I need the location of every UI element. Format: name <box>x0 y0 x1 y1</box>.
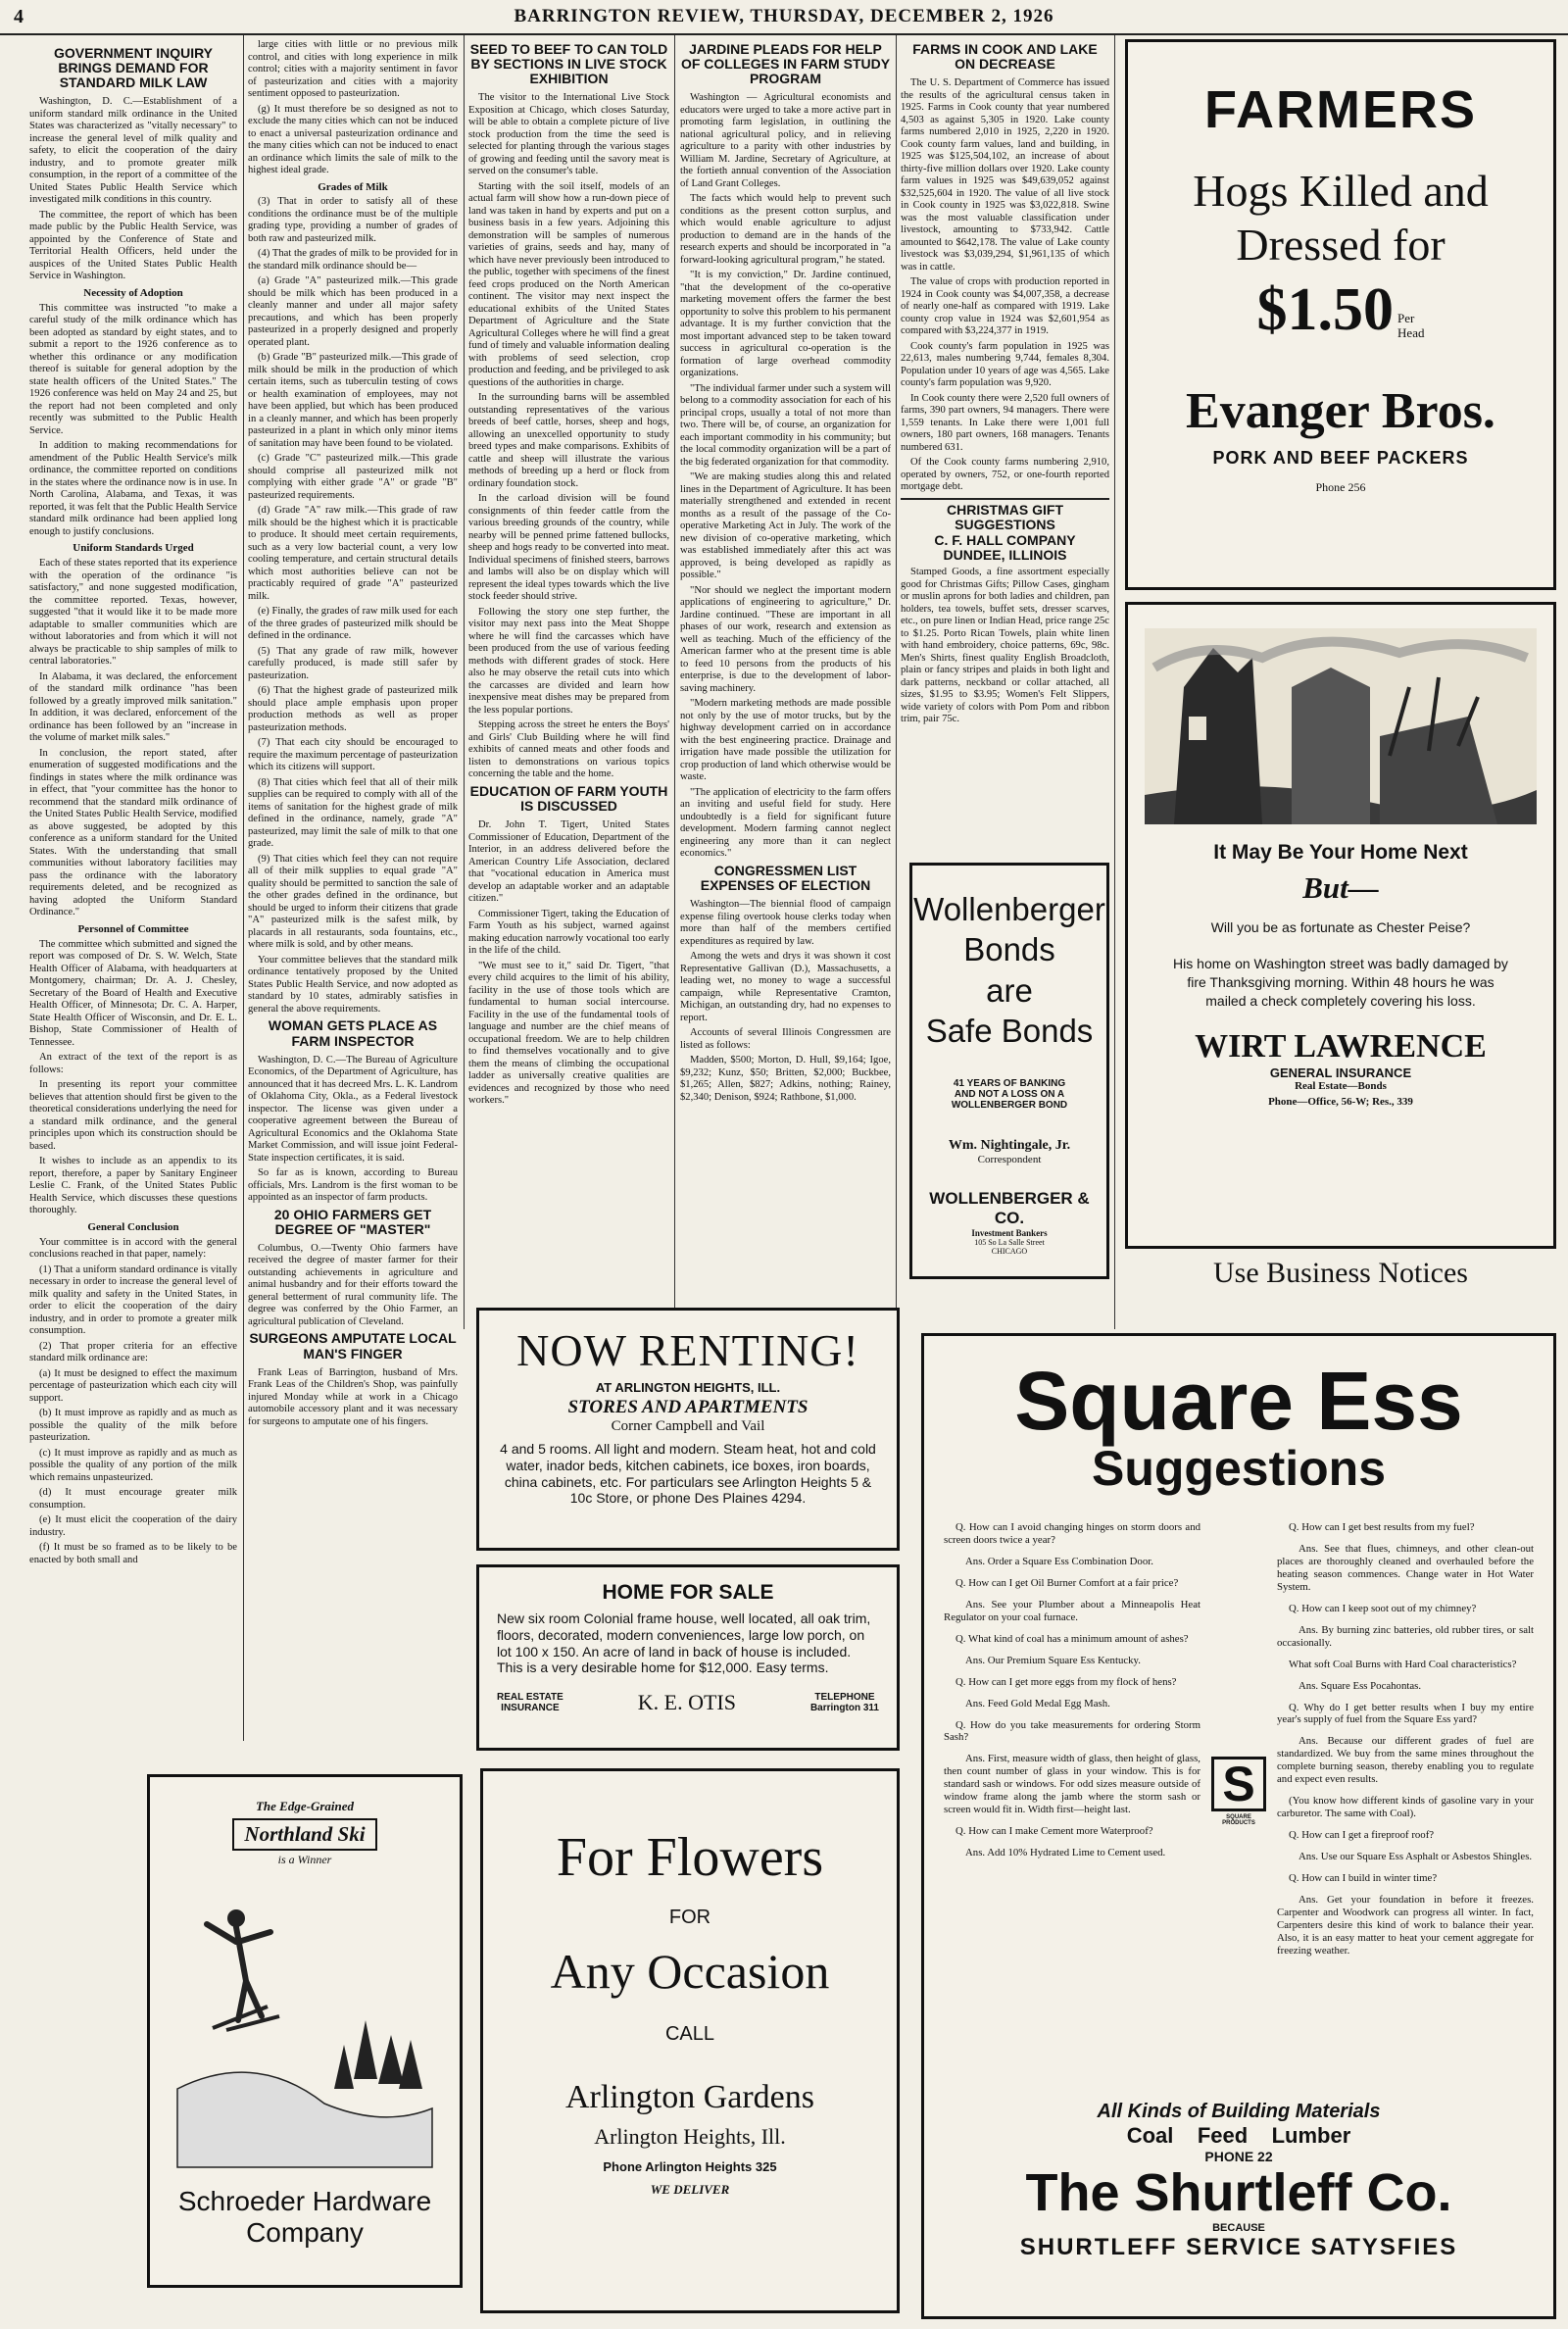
column-farms-cook-lake <box>901 39 1109 882</box>
ad-northland-ski <box>147 1774 463 2288</box>
article-paragraph: (3) That in order to satisfy all of these conditions the ordinance must be of the multiple grading type, providing a number of grades of both raw and pasteurized milk. <box>248 196 458 244</box>
ad-farmers-phone: Phone 256 <box>1315 480 1366 495</box>
article-paragraph: (9) That cities which feel they can not require all of their milk supplies to equal grade "A" quality should be permitted to sanction the sale of the other grades defined in the ordinance, but should be urged to inform their citizens that grade "A" pasteurized milk is the safest milk, by placards in all restaurants, soda fountains, etc., where milk is sold, and by other means. <box>248 853 458 951</box>
article-paragraph: In Cook county there were 2,520 full owners of farms, 390 part owners, 94 managers. There were 1,559 tenants. In Lake there were 1,001 full owners, 180 part owners, 168 managers. Tenants numbered 631. <box>901 392 1109 453</box>
headline-christmas-gift: CHRISTMAS GIFT SUGGESTIONS <box>947 501 1063 532</box>
article-paragraph: "Nor should we neglect the important modern applications of engineering to agriculture," Dr. Jardine continued. "These are important in all phases of our work, research and extension as well as teaching. Much of the efficiency of the American farmer who at the present time is able to feed 10 persons from the products of his enterprise, is due to the development of labor-saving machinery. <box>680 584 891 694</box>
article-paragraph: (e) Finally, the grades of raw milk used for each of the three grades of pasteurized milk should be defined in the ordinance. <box>248 606 458 642</box>
qa-question: Q. How can I build in winter time? <box>1289 1872 1438 1885</box>
article-paragraph: In Alabama, it was declared, the enforcement of the standard milk ordinance "has been followed by a greatly improved milk sanitation." In addition, it was declared, enforcement of the ordinance has been followed by an "increase in the volume of market milk sales." <box>29 670 237 744</box>
ad-farmers-line: Dressed for <box>1236 220 1446 271</box>
store-city: DUNDEE, ILLINOIS <box>943 547 1067 564</box>
column-jardine <box>680 39 891 1333</box>
subheading: Uniform Standards Urged <box>73 542 194 555</box>
article-paragraph: (b) It must improve as rapidly and as much as possible the quality of the milk before pasteurization. <box>29 1408 237 1444</box>
article-paragraph: Each of these states reported that its experience with the operation of the ordinance "is satisfactory," and none suggested modification, the committee reported. Texas, however, suggested "that it would like it to be made more adaptable to smaller communities which are without laboratories and from which it will not always be practicable to ship samples of milk to central laboratories." <box>29 558 237 668</box>
square-ess-phone: PHONE 22 <box>1204 2149 1273 2164</box>
ad-woll-line: are <box>986 971 1033 1009</box>
qa-answer: Ans. First, measure width of glass, then height of glass, then count number of glass in your window. This is for standard sash or windows. For odd sizes measure outside of window frame along the jamb where the storm sash or screen would fit in. Width first—height last. <box>944 1753 1200 1816</box>
ad-woll-logo: WOLLENBERGER & CO. <box>929 1189 1090 1227</box>
qa-answer: Ans. Because our different grades of fuel are standardized. We buy from the same mines throughout the complete burning season, thereby enabling you to regulate and expect even results. <box>1277 1735 1534 1786</box>
article-paragraph: (a) Grade "A" pasteurized milk.—This grade should be milk which has been produced in a cleanly manner and under all major safety precautions, and which has been properly pasteurized in a properly designed and properly operated plant. <box>248 275 458 348</box>
subheading: Personnel of Committee <box>77 922 189 935</box>
article-paragraph: Of the Cook county farms numbering 2,910, operated by owners, 752, or one-fourth reported mortgage debt. <box>901 457 1109 493</box>
article-paragraph: (d) Grade "A" raw milk.—This grade of raw milk should be the highest which it is practicable to produce. It should meet certain requirements, such as a very low bacterial count, a very low cooling temperature, and certain structural details which most authorities believe can not be practicably required of grade "A" pasteurized milk. <box>248 505 458 602</box>
qa-question: Q. How can I keep soot out of my chimney? <box>1289 1602 1477 1614</box>
ad-wirt-question: Will you be as fortunate as Chester Peise? <box>1210 919 1471 935</box>
masthead <box>0 0 1568 35</box>
ad-flowers-phone: Phone Arlington Heights 325 <box>603 2159 777 2174</box>
burning-house-illustration <box>1145 628 1537 824</box>
ad-wirt-lawrence <box>1125 602 1556 1249</box>
column-rule <box>464 35 465 1329</box>
ad-flowers-name: Arlington Gardens <box>564 2079 814 2115</box>
ad-square-ess <box>921 1333 1556 2319</box>
article-paragraph: It wishes to include as an appendix to its report, therefore, a paper by Sanitary Engineer Leslie C. Frank, of the United States Public Health Service, which discusses these questions thoroughly. <box>29 1156 237 1216</box>
ad-woll-line: Bonds <box>963 931 1055 968</box>
ad-wirt-but: But— <box>1302 870 1379 905</box>
article-paragraph: (f) It must be so framed as to be likely to be enacted by both small and <box>29 1542 237 1565</box>
subheading: Necessity of Adoption <box>83 286 183 299</box>
article-paragraph: The committee, the report of which has been made public by the Public Health Service, was appointed by the Conference of State and Territorial Health Officers, held under the auspices of the United States Public Health Service in Washington. <box>29 209 237 282</box>
ad-arlington-gardens <box>480 1768 900 2313</box>
article-paragraph: Your committee believes that the standard milk ordinance tentatively proposed by the United States Public Health Service, and now adopted as standard by 10 states, admirably satisfies in general the above requirements. <box>248 954 458 1015</box>
article-paragraph: (5) That any grade of raw milk, however carefully produced, is made still safer by pasteurization. <box>248 645 458 681</box>
article-paragraph: So far as is known, according to Bureau officials, Mrs. Landrom is the first woman to be appointed as an inspector of farm products. <box>248 1167 458 1204</box>
ad-renting-location: AT ARLINGTON HEIGHTS, ILL. <box>595 1380 781 1395</box>
article-paragraph: Columbus, O.—Twenty Ohio farmers have received the degree of master farmer for their outstanding achievements in agriculture and animal husbandry and for their efforts toward the general betterment of rural community life. The degree was conferred by the Ohio Farmer, an agricultural publication of Cleveland. <box>248 1242 458 1327</box>
qa-question: What soft Coal Burns with Hard Coal characteristics? <box>1289 1658 1517 1670</box>
column-rule <box>1114 35 1115 1329</box>
ad-woll-line: Wollenberger <box>913 891 1105 927</box>
ad-sale-body: New six room Colonial frame house, well located, all oak trim, floors, decorated, modern conveniences, large low porch, on lot 100 x 150. An acre of land in back of house is included. This is a very desirable home for $12,000. Easy terms. <box>497 1610 871 1676</box>
ad-flowers-call: CALL <box>664 2023 715 2045</box>
headline-woman-inspector: WOMAN GETS PLACE AS FARM INSPECTOR <box>268 1017 438 1049</box>
ad-wirt-sub: GENERAL INSURANCE <box>1269 1065 1412 1080</box>
headline-farm-youth: EDUCATION OF FARM YOUTH IS DISCUSSED <box>469 782 668 814</box>
article-paragraph: (d) It must encourage greater milk consumption. <box>29 1487 237 1511</box>
article-paragraph: (c) Grade "C" pasteurized milk.—This grade should comprise all pasteurized milk not complying with either grade "A" or grade "B" pasteurized requirements. <box>248 453 458 501</box>
ad-woll-tag: 41 YEARS OF BANKING <box>953 1078 1066 1089</box>
article-paragraph: Stepping across the street he enters the Boys' and Girls' Club Building where he will find exhibits of canned meats and other foods and listen to demonstrations on various topics concerning the table and the home. <box>468 719 669 780</box>
qa-right-column <box>1277 1521 1534 1966</box>
ad-wollenberger <box>909 863 1109 1279</box>
column-rule <box>896 35 897 1329</box>
column-milk-law <box>29 43 237 1788</box>
qa-question: Q. How can I make Cement more Waterproof? <box>956 1825 1153 1838</box>
qa-answer: Ans. Use our Square Ess Asphalt or Asbestos Shingles. <box>1298 1851 1533 1863</box>
article-paragraph: "Modern marketing methods are made possible not only by the use of motor trucks, but by the highway development carried on in accordance with the best engineering practice. Drainage and irrigation have made possible the utilization for crop production of land which otherwise would be waste. <box>680 698 891 783</box>
article-paragraph: Madden, $500; Morton, D. Hull, $9,164; Igoe, $9,232; Kunz, $50; Britten, $2,000; Buckbee, $1,265; Allen, $827; Adkins, nothing; Rainey, $2,340; Denison, $924; Rathbone, $1,000. <box>680 1055 891 1103</box>
ad-sale-name: K. E. OTIS <box>637 1690 736 1715</box>
qa-answer: Ans. See your Plumber about a Minneapolis Heat Regulator on your coal furnace. <box>944 1598 1200 1623</box>
ad-woll-logo-sub: Investment Bankers <box>971 1228 1048 1238</box>
article-paragraph: An extract of the text of the report is as follows: <box>29 1052 237 1075</box>
ad-renting-sub: STORES AND APARTMENTS <box>567 1397 808 1417</box>
ad-farmers-per: Per <box>1397 311 1415 326</box>
article-paragraph: (4) That the grades of milk to be provided for in the standard milk ordinance should be— <box>248 248 458 272</box>
use-business-notices: Use Business Notices <box>1213 1257 1468 1289</box>
article-paragraph: Washington, D. C.—The Bureau of Agriculture Economics, of the Department of Agriculture, has announced that it has decreed Mrs. L. K. Landrom of Oklahoma City, Okla., as a Federal livestock inspector. The license was given under a cooperative agreement between the Bureau of Agricultural Economics and the Oklahoma State Market Commission, and will issue joint Federal-State inspection certificates, it is said. <box>248 1054 458 1164</box>
ad-sale-left: REAL ESTATE <box>497 1692 564 1704</box>
qa-question: Q. How can I get best results from my fuel? <box>1289 1521 1475 1533</box>
article-paragraph: Stamped Goods, a fine assortment especially good for Christmas Gifts; Pillow Cases, gingham or muslin aprons for both ladies and children, pan holders, tea towels, buffet sets, dresser scarves, etc., on pure linen or Indian Head, price range 25c to $1.25. Porto Rican Towels, plain white linen with hand embroidery, choice patterns, 69c, 98c. Men's Shirts, finest quality English Broadcloth, plain or fancy stripes and plaids in both light and dark patterns, neckband or collar attached, all sizes, $1.95 to $3.95; Women's Felt Slippers, wide variety of colors with Pom Pom and ribbon trim, pair 75c. <box>901 567 1109 725</box>
ad-flowers-for: FOR <box>668 1907 711 1928</box>
article-paragraph: "We are making studies along this and related lines in the Department of Agriculture. It has been materially strengthened and extended in recent months as a result of the passage of the Co-operative Marketing Act in July. The work of the new division of co-operative marketing, which was established immediately after this act was approved, is being developed as rapidly as possible." <box>680 471 891 581</box>
article-paragraph: Commissioner Tigert, taking the Education of Farm Youth as his subject, warned against making education narrowly vocational too early in the life of the child. <box>468 908 669 957</box>
because-label: BECAUSE <box>1212 2222 1265 2235</box>
article-paragraph: Accounts of several Illinois Congressmen are listed as follows: <box>680 1027 891 1051</box>
ad-now-renting <box>476 1308 900 1551</box>
article-paragraph: Cook county's farm population in 1925 was 22,613, males numbering 9,744, females 8,304. Population under 10 years of age was 4,565. Lake county's farm population was 9,920. <box>901 340 1109 389</box>
qa-answer: Ans. See that flues, chimneys, and other clean-out places are thoroughly cleaned and overhauled before the heating season commences. Change water in Hot Water System. <box>1277 1542 1534 1593</box>
article-paragraph: "We must see to it," said Dr. Tigert, "that every child acquires to the limit of his ability, facility in the use of those tools which are fundamental to human social intercourse. Facility in the use of the fundamental tools of language and number are the chief means of occupational freedom. We are to help children to find themselves vocationally and to give them the means of climbing the occupational ladder as universally creative qualities are evidences and recognized by those who need workers." <box>468 960 669 1107</box>
headline-jardine: JARDINE PLEADS FOR HELP OF COLLEGES IN FARM STUDY PROGRAM <box>680 41 891 87</box>
coal-feed-lumber: Coal Feed Lumber <box>1126 2123 1351 2148</box>
shurtleff-company: The Shurtleff Co. <box>1025 2163 1452 2222</box>
ad-farmers-tag: PORK AND BEEF PACKERS <box>1212 448 1469 469</box>
subheading: Grades of Milk <box>318 180 388 193</box>
headline-seed-to-beef: SEED TO BEEF TO CAN TOLD BY SECTIONS IN LIVE STOCK EXHIBITION <box>469 41 668 87</box>
ad-ski-tag: The Edge-Grained <box>255 1799 355 1813</box>
article-paragraph: Your committee is in accord with the general conclusions reached in that paper, namely: <box>29 1236 237 1261</box>
ad-ski-sub: is a Winner <box>277 1853 332 1866</box>
article-paragraph: The committee which submitted and signed the report was composed of Dr. S. W. Welch, State Health Officer of Alabama, with headquarters at Montgomery, chairman; Dr. A. J. Chesley, Secretary of the Board of Health and Executive Health Officer, of Minnesota; Dr. C. A. Harper, State Health Officer of Wisconsin, and Dr. E. L. Bishop, State Commissioner of Health of Tennessee. <box>29 938 237 1048</box>
article-paragraph: Frank Leas of Barrington, husband of Mrs. Frank Leas of the Children's Shop, was painfully injured Monday while at work in a Chicago automobile accessory plant and it was necessary for surgeons to amputate one of his fingers. <box>248 1366 458 1427</box>
ad-woll-tag: WOLLENBERGER BOND <box>951 1100 1068 1111</box>
article-paragraph: The U. S. Department of Commerce has issued the results of the agricultural census taken in 1925. Farms in Cook county that year numbered 4,503 as against 5,305 in 1920. Lake county farms numbered 2,010 in 1925, 2,220 in 1920. Cook county farm values, land and building, in 1925 was $125,504,102, an increase of about thirty-five million dollars over 1920. Lake county farm values in 1925 was $49,639,052 against $32,525,604 in 1920. The value of all live stock in Cook county in 1925 was $3,022,818. Swine was the most valuable classification under livestock, amounting to $733,942. Cattle amounted to $642,178. The value of Lake county livestock was $3,039,294, $1,961,135 of which was in cattle. <box>901 77 1109 273</box>
ad-wirt-sub2: Real Estate—Bonds <box>1295 1079 1387 1092</box>
ad-home-for-sale <box>476 1564 900 1751</box>
article-paragraph: (a) It must be designed to effect the maximum percentage of pasteurization which each city will support. <box>29 1367 237 1404</box>
qa-question: Q. What kind of coal has a minimum amount of ashes? <box>956 1632 1189 1645</box>
ad-wirt-headline: It May Be Your Home Next <box>1213 841 1468 864</box>
article-paragraph: (c) It must improve as rapidly and as much as possible the quality of any portion of the milk which remains unpasteurized. <box>29 1447 237 1483</box>
qa-answer: Ans. Square Ess Pocahontas. <box>1298 1679 1422 1692</box>
qa-answer: Ans. Feed Gold Medal Egg Mash. <box>965 1697 1110 1710</box>
ad-ski-store: Schroeder Hardware <box>177 2186 432 2216</box>
ski-jumper-illustration <box>177 1873 432 2167</box>
qa-question: Q. How do you take measurements for ordering Storm Sash? <box>944 1718 1200 1744</box>
article-paragraph: (g) It must therefore be so designed as not to exclude the many cities which can not be induced to enact a universal pasteurization ordinance and the many cities which can not be induced to enact an ordinance which limits the sale of milk to the highest ideal grade. <box>248 103 458 175</box>
qa-note: (You know how different kinds of gasoline vary in your carburetor. The same with Coal). <box>1277 1795 1534 1820</box>
headline-milk-law: GOVERNMENT INQUIRY BRINGS DEMAND FOR STANDARD MILK LAW <box>53 45 214 91</box>
ad-farmers-name: Evanger Bros. <box>1186 383 1495 440</box>
qa-question: Q. How can I get Oil Burner Comfort at a fair price? <box>956 1576 1179 1589</box>
ad-sale-left: INSURANCE <box>501 1703 560 1714</box>
article-paragraph: The facts which would help to prevent such conditions as the present cotton surplus, and which would enable agriculture to adjust production to demand are in the hands of the research experts and should be incorporated in "a forward-looking agricultural program," he stated. <box>680 193 891 266</box>
qa-answer: Ans. Order a Square Ess Combination Door. <box>965 1555 1153 1567</box>
ad-wirt-name: WIRT LAWRENCE <box>1195 1027 1487 1065</box>
article-paragraph: "It is my conviction," Dr. Jardine continued, "that the development of the co-operative marketing movement offers the farmer the best opportunity to solve this problem to his permanent advantage. It is my further conviction that the most important advanced step to be taken toward success in agricultural co-operation is the formation of large overhead commodity organizations. <box>680 270 891 379</box>
ad-farmers-line: Hogs Killed and <box>1193 166 1489 216</box>
article-paragraph: "The individual farmer under such a system will belong to a commodity association for each of his principal crops, usually a total of not more than two. There will be, of course, an organization for each important commodity in his community; but the local commodity organization will be a part of the big federated organization for that commodity. <box>680 382 891 468</box>
article-paragraph: (2) That proper criteria for an effective standard milk ordinance are: <box>29 1340 237 1364</box>
qa-answer: Ans. By burning zinc batteries, old rubber tires, or salt occasionally. <box>1277 1623 1534 1649</box>
headline-congressmen: CONGRESSMEN LIST EXPENSES OF ELECTION <box>700 862 871 893</box>
building-materials: All Kinds of Building Materials <box>1097 2101 1381 2122</box>
article-paragraph: In addition to making recommendations for amendment of the Public Health Service's milk ordinance, the committee reported on conditions in the states where the ordinance now is in use. In North Carolina, Alabama, and Texas, it was reported, it was felt that the Public Health Service standard milk ordinance had been applied long enough to justify conclusions. <box>29 440 237 537</box>
headline-surgeons: SURGEONS AMPUTATE LOCAL MAN'S FINGER <box>249 1330 457 1362</box>
article-paragraph: (8) That cities which feel that all of their milk supplies can be required to comply with all of the items of sanitation for the highest grade of milk defined in the ordinance, namely, grade "A" pasteurized, may limit the sale of milk to that one grade. <box>248 776 458 850</box>
square-ess-logo <box>1211 1521 1266 1966</box>
article-paragraph: This committee was instructed "to make a careful study of the milk ordinance which has been adopted as standard by eight states, and to submit a report to the 1926 conference as to whether this ordinance or any modification thereof is suitable for general adoption by the state health officers of the United States." The 1926 conference was held on May 24 and 25, but the report had not been completed and only recently was submitted to the Public Health Service. <box>29 302 237 436</box>
article-paragraph: Starting with the soil itself, models of an actual farm will show how a run-down piece of land was taken in hand by experts and put on a business basis in a few years. Adjoining this demonstration will be samples of numerous varieties of grains, seeds and hay, many of which have never previously been introduced to the public, together with specimens of the finest feed crops produced on the North American continent. The visitor may next inspect the educational exhibits of the United States Department of Agriculture and the State Agricultural Colleges where he will find a great fund of timely and valuable information dealing with problems of seed selection, crop production and feeding, and be privileged to ask questions of the authorities in charge. <box>468 180 669 388</box>
ad-sale-right: TELEPHONE <box>814 1692 875 1704</box>
ad-renting-address: Corner Campbell and Vail <box>611 1418 765 1434</box>
article-paragraph: Washington, D. C.—Establishment of a uniform standard milk ordinance in the United States was characterized as "vitally necessary" to increase the general level of milk quality and safety, to elicit the cooperation of the dairy industry, and to promote greater milk consumption, in the report of a committee of the United States Public Health Service which investigated milk conditions in this country. <box>29 96 237 206</box>
ad-woll-role: Correspondent <box>977 1154 1042 1165</box>
article-paragraph: The value of crops with production reported in 1924 in Cook county was $4,007,358, a decrease of nearly one-half as compared with 1919. Lake county crop value in 1924 was $2,601,954 as compared with $3,224,377 in 1919. <box>901 276 1109 337</box>
ad-ski-brand: Northland Ski <box>232 1818 376 1851</box>
article-paragraph: (b) Grade "B" pasteurized milk.—This grade of milk should be milk in the production of which certain items, such as tuberculin testing of cows or health examination of employees, may not have been applied, but which has been produced in a cleanly manner, and which has been properly pasteurized in a plant in which only minor items of sanitation may have been found to be violated. <box>248 352 458 449</box>
article-paragraph: (7) That each city should be encouraged to require the maximum percentage of pasteurization which its citizens will support. <box>248 737 458 773</box>
ad-renting-body: 4 and 5 rooms. All light and modern. Steam heat, hot and cold water, inador beds, kitchen cabinets, ice boxes, iron boards, china cabinets, etc. For particulars see Arlington Heights 5 & 10c Store, or phone Des Plaines 4294. <box>500 1441 876 1507</box>
qa-question: Q. How can I get more eggs from my flock of hens? <box>956 1675 1177 1688</box>
ad-woll-line: Safe Bonds <box>925 1012 1094 1049</box>
ad-square-ess-title: Square Ess <box>1014 1355 1463 1447</box>
ad-woll-rep: Wm. Nightingale, Jr. <box>948 1138 1071 1153</box>
qa-left-column <box>944 1521 1200 1966</box>
article-paragraph: In conclusion, the report stated, after enumeration of suggested modifications and the findings in states where the milk ordinance was in effect, that "your committee has the honor to recommend that the standard milk ordinance of the United States Public Health Service, modified as above suggested, be adopted by this conference as a uniform standard for the United States. With the understanding that small communities without laboratory facilities may pass the ordinance with the laboratory requirements deleted, and be recognized as having adopted the Uniform Standard Ordinance." <box>29 747 237 918</box>
subheading: General Conclusion <box>87 1220 179 1233</box>
qa-answer: Ans. Get your foundation in before it freezes. Carpenter and Woodwork can progress all winter. In fact, Carpenters desire this kind of work to balance their year. Also, it is an easy matter to heat your cement aggregate for freezing weather. <box>1277 1894 1534 1957</box>
store-name: C. F. HALL COMPANY <box>934 531 1076 548</box>
ad-woll-tag: AND NOT A LOSS ON A <box>954 1089 1065 1100</box>
ad-square-ess-suggestions: Suggestions <box>1091 1441 1387 1496</box>
ad-flowers-deliver: WE DELIVER <box>650 2182 730 2197</box>
ad-sale-right: Barrington 311 <box>809 1703 879 1714</box>
article-paragraph: The visitor to the International Live Stock Exposition at Chicago, which closes Saturday, will be able to obtain a complete picture of live stock production from the time the seed is selected for planting through the various stages of growing and feeding until the savory meat is served on the consumer's table. <box>468 92 669 177</box>
article-paragraph: Dr. John T. Tigert, United States Commissioner of Education, Department of the Interior, in an address delivered before the American Country Life Association, declared that "vocational education in America must develop an adaptable worker and an adaptable citizen." <box>468 819 669 905</box>
ad-ski-store2: Company <box>246 2217 364 2248</box>
article-paragraph: In the carload division will be found consignments of thin feeder cattle from the various breeding grounds of the country, while nearby will be penned prime fattened bullocks, sheep and hogs ready to be converted into meat. Individual specimens of finished steers, barrows and lambs will also be on display which will represent the ideal types towards which the live stock feeder should strive. <box>468 493 669 603</box>
ad-evanger-bros <box>1125 39 1556 590</box>
ad-wirt-phone: Phone—Office, 56-W; Res., 339 <box>1268 1095 1413 1108</box>
article-paragraph: Washington — Agricultural economists and educators were urged to take a more active part in promoting farm legislation, in outlining the national agricultural policy, and in relieving agriculture to a parity with other industries by William M. Jardine, Secretary of Agriculture, at the fortieth annual convention of the Association of Land Grant Colleges. <box>680 92 891 189</box>
ad-sale-title: HOME FOR SALE <box>602 1581 774 1604</box>
s-logo-icon: S <box>1211 1757 1266 1811</box>
column-seed-to-beef <box>468 39 669 1333</box>
article-paragraph: (1) That a uniform standard ordinance is vitally necessary in order to increase the general level of milk quality and safety in the United States, in order to elicit the cooperation of the dairy industry, and in order to promote a greater milk consumption. <box>29 1264 237 1337</box>
article-paragraph: (6) That the highest grade of pasteurized milk should place ample emphasis upon proper production methods as well as proper pasteurization methods. <box>248 685 458 733</box>
article-paragraph: In presenting its report your committee believes that attention should first be given to the theoretical considerations underlying the need for a standard milk ordinance, and the general principles upon which its construction should be based. <box>29 1079 237 1152</box>
headline-ohio-farmers: 20 OHIO FARMERS GET DEGREE OF "MASTER" <box>273 1206 432 1237</box>
article-paragraph: large cities with little or no previous milk control, and cities with long experience in milk control; cities with a majority sentiment in favor of pasteurization and cities with a majority sentiment opposed to pasteurization. <box>248 39 458 99</box>
ad-wirt-body: His home on Washington street was badly damaged by fire Thanksgiving morning. Within 48 hours he was mailed a check completely covering his loss. <box>1173 956 1508 1009</box>
ad-woll-logo-sub: CHICAGO <box>991 1247 1028 1256</box>
article-paragraph: In the surrounding barns will be assembled outstanding representatives of the various breeds of beef cattle, horses, sheep and hogs, allowing an unexcelled opportunity to study breed types and make comparisons. Exhibits of cattle and sheep will illustrate the various methods of breeding up a herd or flock from ordinary foundation stock. <box>468 392 669 489</box>
ad-renting-title: NOW RENTING! <box>516 1325 859 1375</box>
qa-question: Q. How can I get a fireproof roof? <box>1289 1829 1435 1842</box>
ad-flowers-line: For Flowers <box>556 1827 824 1888</box>
qa-question: Q. Why do I get better results when I buy my entire year's supply of fuel from the Square Ess yard? <box>1277 1701 1534 1726</box>
headline-farms: FARMS IN COOK AND LAKE ON DECREASE <box>912 41 1098 73</box>
newspaper-title: BARRINGTON REVIEW, THURSDAY, DECEMBER 2, 1926 <box>514 6 1054 26</box>
column-rule <box>674 35 675 1329</box>
ad-flowers-city: Arlington Heights, Ill. <box>594 2124 786 2149</box>
ad-farmers-price: $1.50 <box>1256 276 1395 344</box>
logo-caption: SQUARE PRODUCTS <box>1222 1814 1255 1826</box>
article-paragraph: Following the story one step further, the visitor may next pass into the Meat Shoppe where he will find the carcasses which have been produced from the use of various feeding methods with different grades of stock. Here also he may observe the retail cuts into which the carcasses are divided and learn how inexpensive meat dishes may be prepared from the less popular portions. <box>468 606 669 716</box>
ad-farmers-head: Head <box>1397 324 1425 340</box>
column-milk-continued <box>248 39 458 1427</box>
qa-answer: Ans. Add 10% Hydrated Lime to Cement used. <box>965 1847 1166 1859</box>
ad-flowers-occasion: Any Occasion <box>550 1944 830 1999</box>
qa-answer: Ans. Our Premium Square Ess Kentucky. <box>965 1654 1141 1666</box>
article-paragraph: Among the wets and drys it was shown it cost Representative Gallivan (D.), Massachusetts, a leading wet, no money to wage a successful campaign, while Representative Cramton, Michigan, an outstanding dry, had no expenses to report. <box>680 951 891 1023</box>
shurtleff-slogan: SHURTLEFF SERVICE SATYSFIES <box>1019 2234 1458 2261</box>
article-paragraph: Washington—The biennial flood of campaign expense filing overtook house clerks today when more than half of the members certified expenditures as required by law. <box>680 899 891 947</box>
ad-farmers-title: FARMERS <box>1203 80 1477 139</box>
article-paragraph: "The application of electricity to the farm offers an inviting and useful field for study. Here undoubtedly is a field for significant future development. Modern farming cannot neglect engineering any more than it can neglect economics." <box>680 786 891 860</box>
square-ess-footer <box>924 2101 1553 2261</box>
ad-woll-logo-sub: 105 So La Salle Street <box>974 1238 1045 1247</box>
qa-question: Q. How can I avoid changing hinges on storm doors and screen doors twice a year? <box>944 1521 1200 1546</box>
page-number: 4 <box>14 6 24 27</box>
article-paragraph: (e) It must elicit the cooperation of the dairy industry. <box>29 1514 237 1538</box>
column-rule <box>243 35 244 1741</box>
